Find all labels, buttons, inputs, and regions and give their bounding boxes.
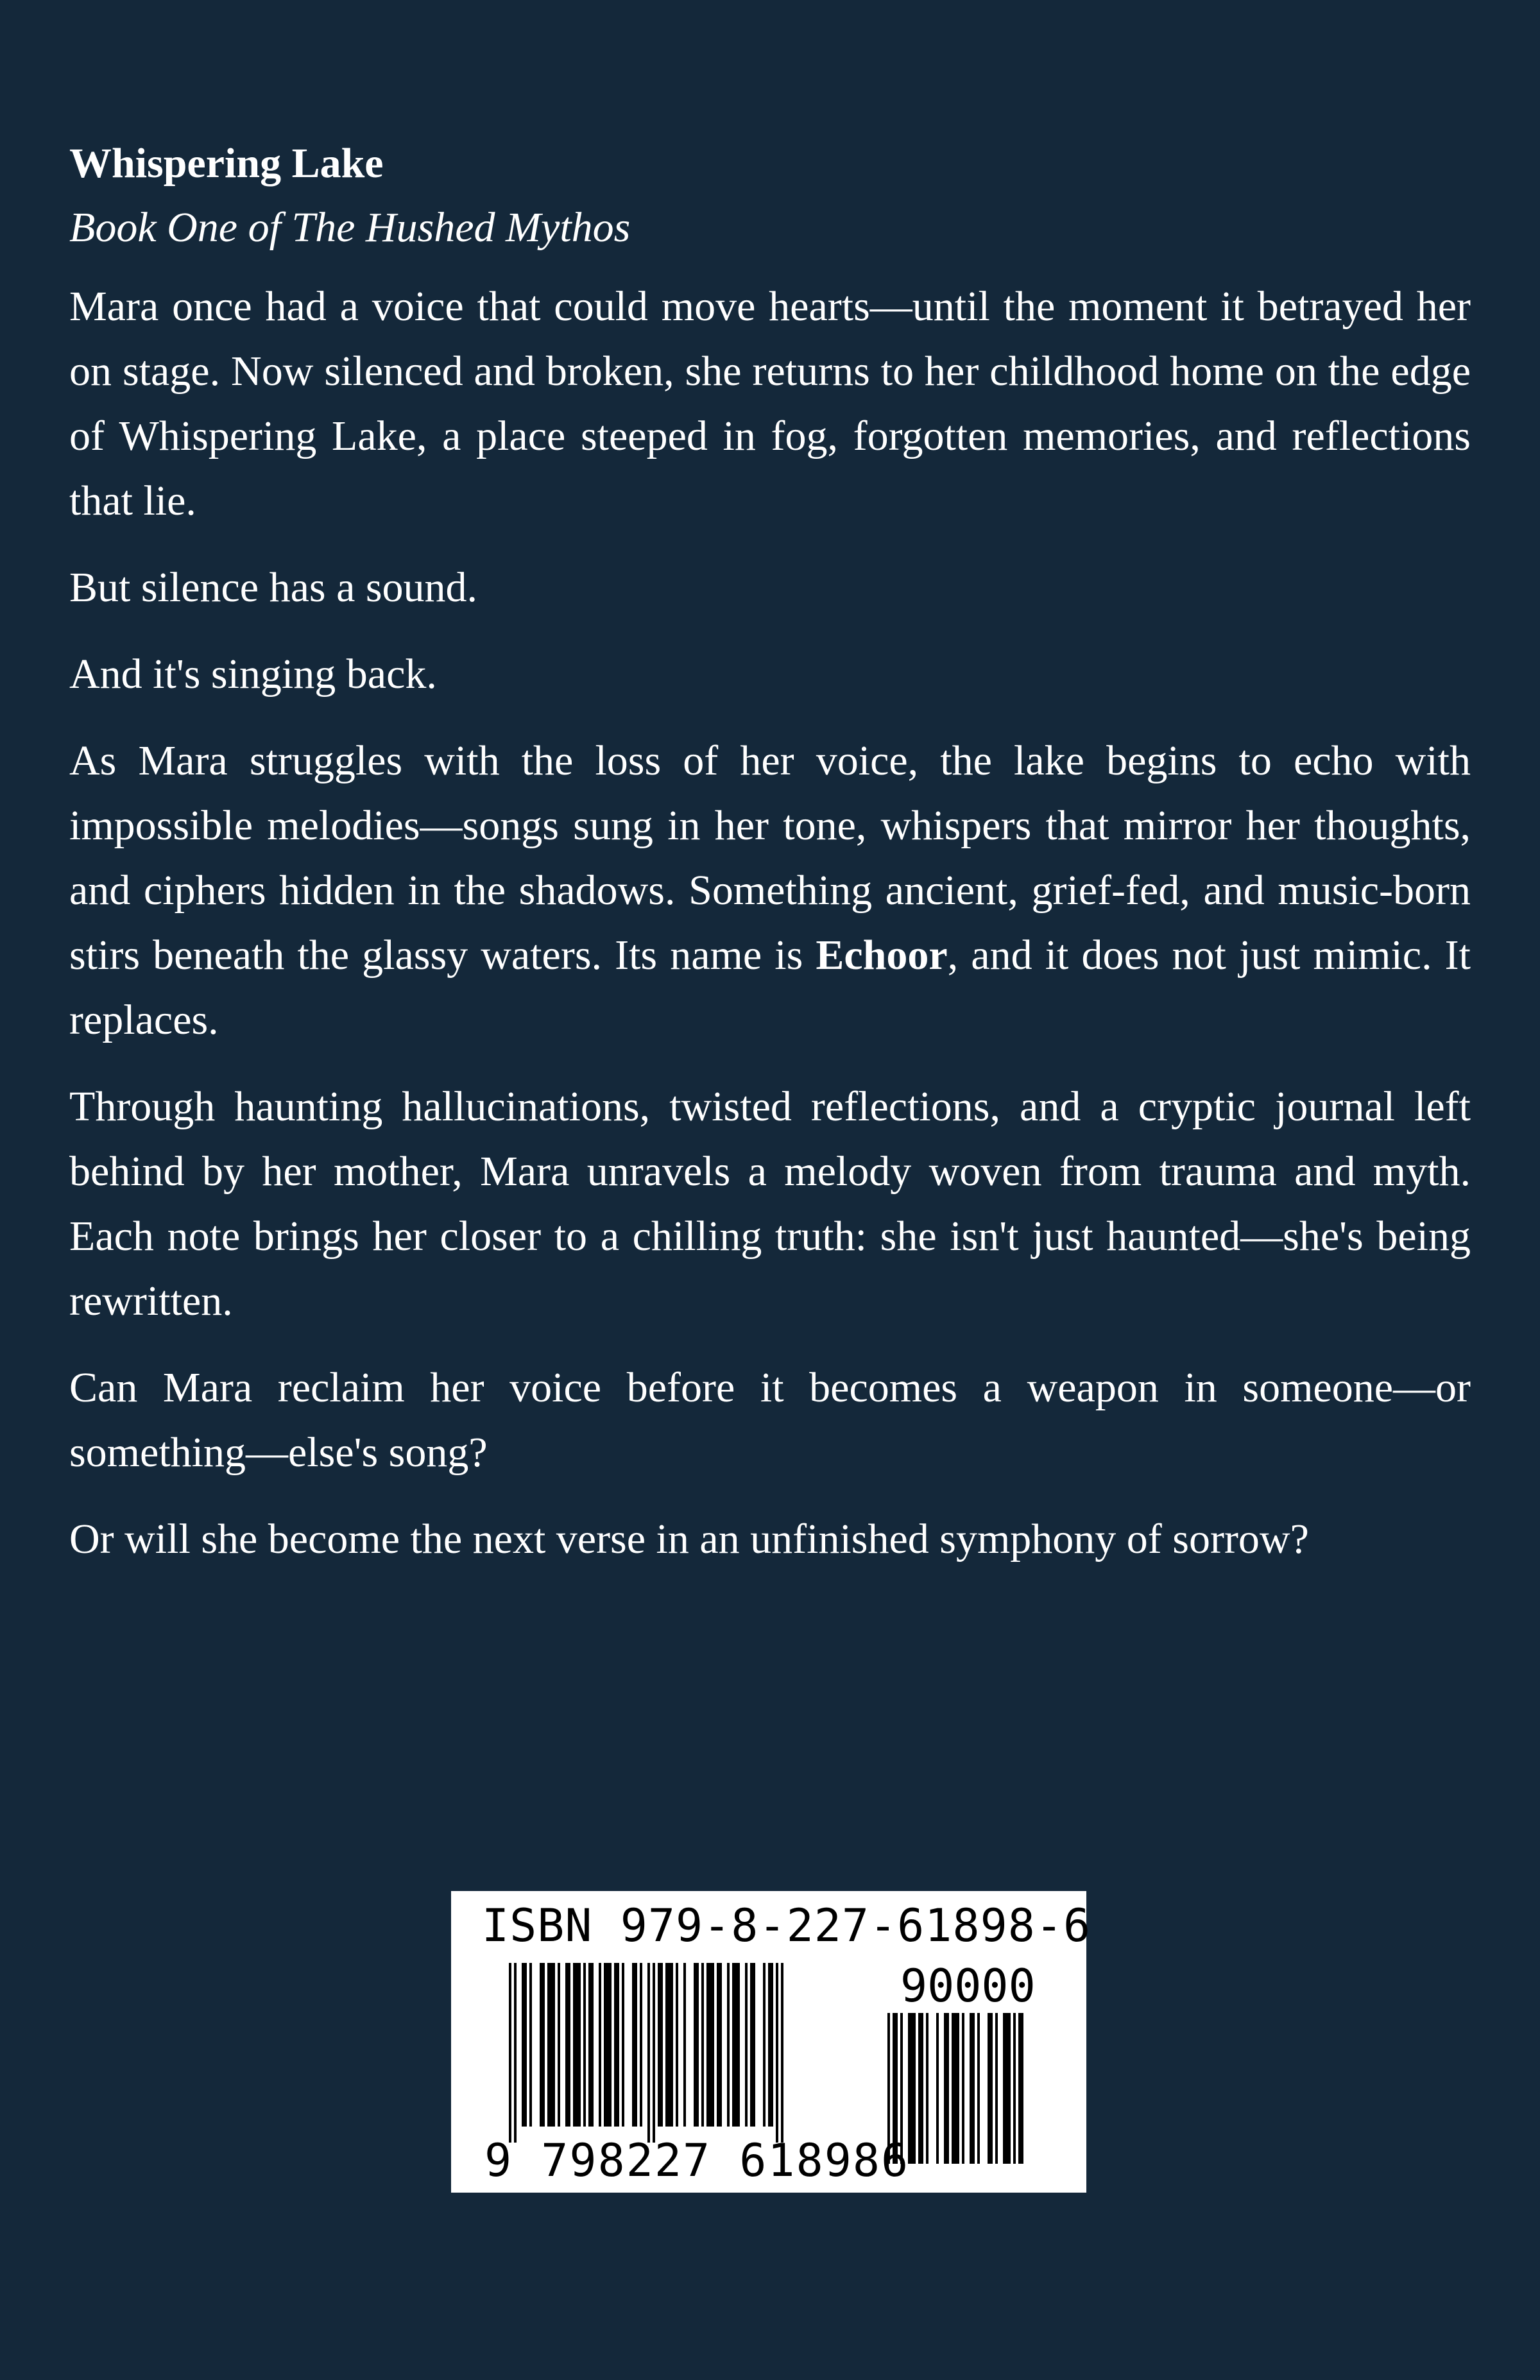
blurb-text-block (69, 132, 1471, 1593)
isbn-label: ISBN 979-8-227-61898-6 (482, 1899, 1091, 1952)
blurb-paragraph-5: Through haunting hallucinations, twisted reflections, and a cryptic journal left behind by her mother, Mara unravels a melody woven from trauma and myth. Each note brings her closer to a chilling truth: she isn't just haunted—she's being rewritten. (69, 1083, 1471, 1324)
blurb-paragraph-6: Can Mara reclaim her voice before it becomes a weapon in someone—or something—else's song? (69, 1364, 1471, 1476)
blurb-paragraph-4 (69, 728, 1471, 1052)
blurb-paragraph-4-start: As Mara struggles with the loss of her voice, the lake begins to echo with impossible melodies—songs sung in her tone, whispers that mirror her thoughts, and ciphers hidden in the shadows. Something ancient, grief-fed, and music-born stirs beneath the glassy waters. Its name is (69, 737, 1471, 979)
ean-digits: 9 798227 618986 (484, 2134, 910, 2187)
blurb-paragraph-4-end: , and it does not just mimic. It replaces. (69, 932, 1471, 1043)
creature-name: Echoor (816, 932, 948, 979)
addon-barcode-bars (887, 2013, 1041, 2180)
ean-barcode-bars (509, 1963, 855, 2143)
blurb-paragraph-3: And it's singing back. (69, 651, 437, 698)
blurb-paragraph-2: But silence has a sound. (69, 564, 478, 611)
book-series-subtitle: Book One of The Hushed Mythos (69, 204, 631, 251)
book-title: Whispering Lake (69, 140, 384, 187)
price-code: 90000 (900, 1960, 1036, 2012)
blurb-paragraph-1: Mara once had a voice that could move hearts—until the moment it betrayed her on stage. Now silenced and broken, she returns to her childhood home on the edge of Whispering Lake, a place steeped in fog, forgotten memories, and reflections that lie. (69, 283, 1471, 524)
isbn-barcode (451, 1891, 1091, 2193)
blurb-paragraph-7: Or will she become the next verse in an unfinished symphony of sorrow? (69, 1516, 1309, 1562)
